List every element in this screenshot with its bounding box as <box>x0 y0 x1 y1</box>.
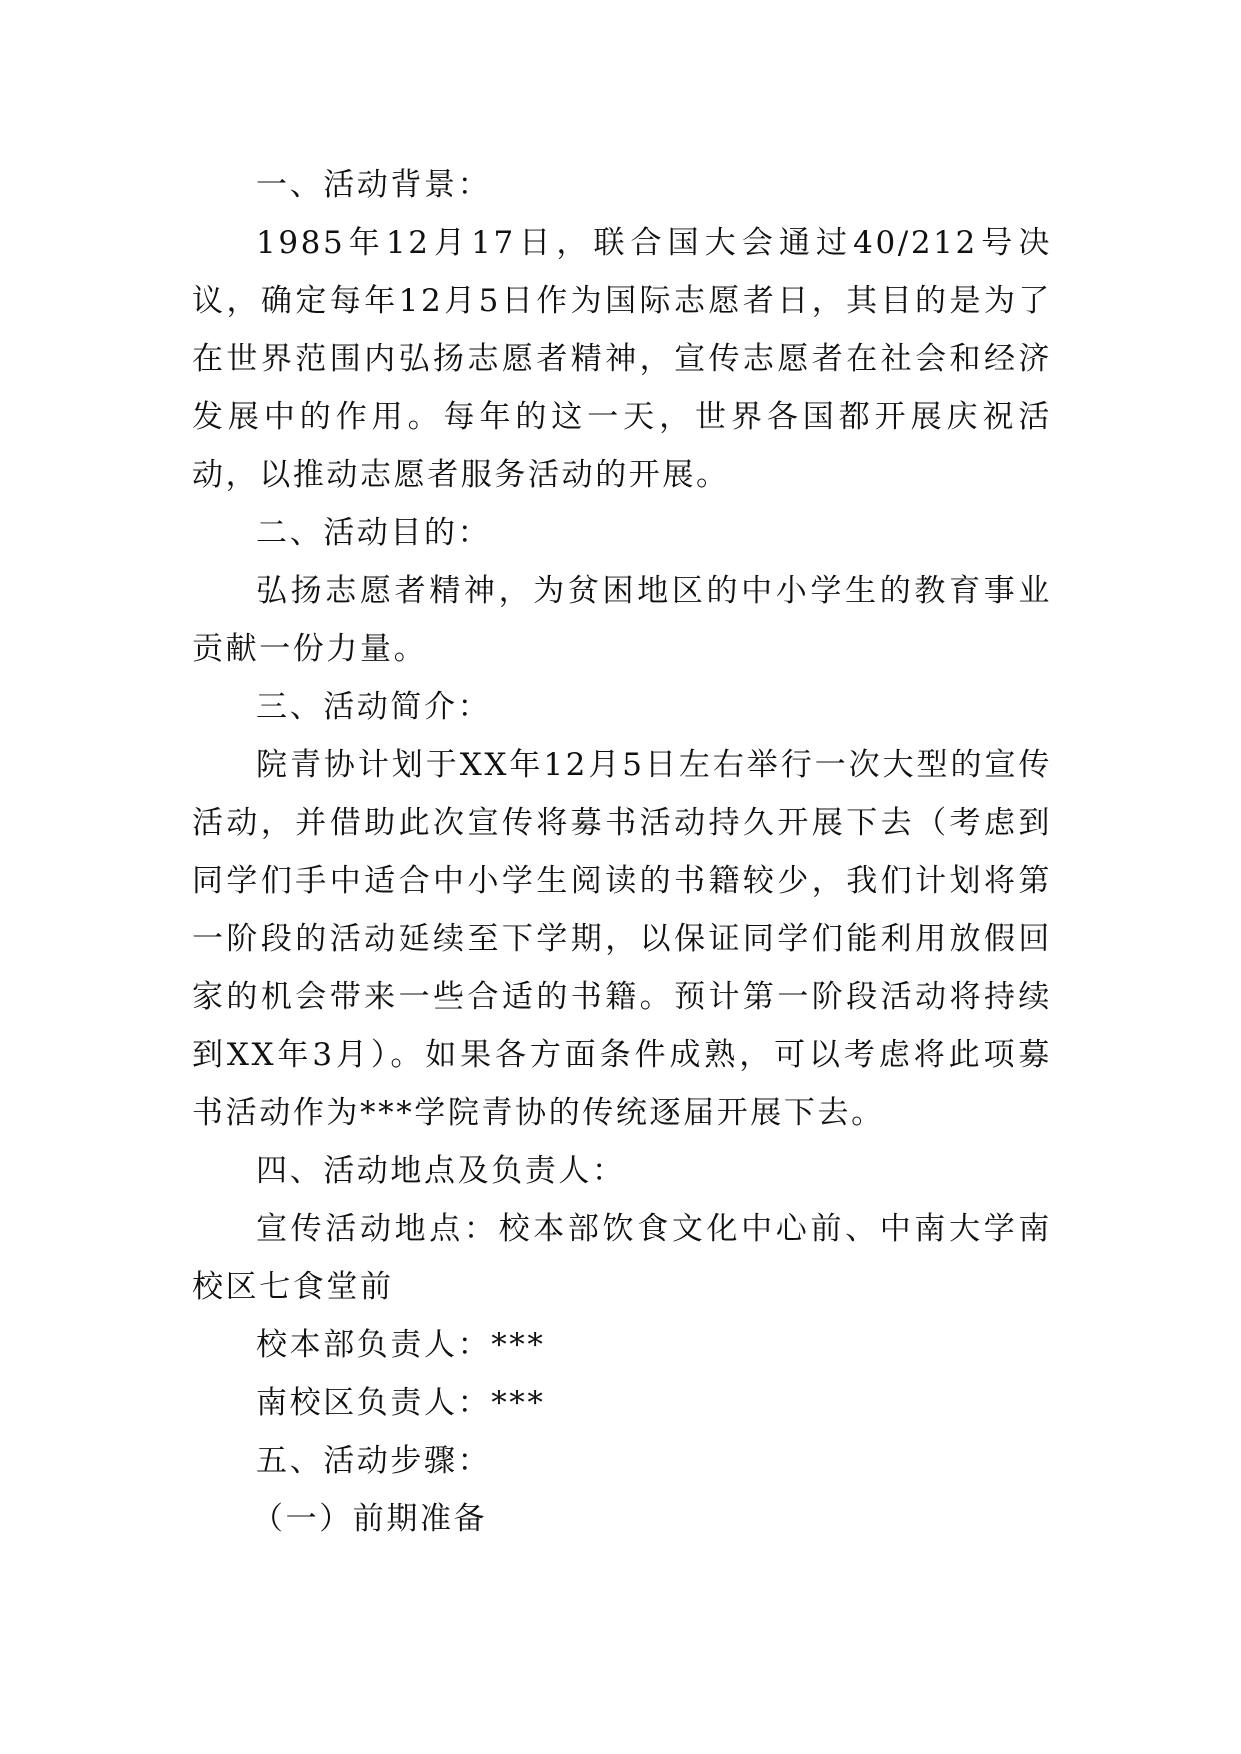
paragraph-south-campus-lead: 南校区负责人：*** <box>256 1385 546 1421</box>
subheading-preparation: （一）前期准备 <box>252 1501 488 1537</box>
section-heading-background: 一、活动背景： <box>256 167 492 203</box>
paragraph-introduction: 院青协计划于XX年12月5日左右举行一次大型的宣传活动，并借助此次宣传将募书活动持久开展下去（考虑到同学们手中适合中小学生阅读的书籍较少，我们计划将第一阶段的活动延续至下学期，以保证同学们能利用放假回家的机会带来一些合适的书籍。预计第一阶段活动将持续到XX年3月）。如果各方面条件成熟，可以考虑将此项募书活动作为***学院青协的传统逐届开展下去。 <box>192 747 1052 1131</box>
section-heading-location: 四、活动地点及负责人： <box>256 1153 626 1189</box>
paragraph-background: 1985年12月17日，联合国大会通过40/212号决议，确定每年12月5日作为国际志愿者日，其目的是为了在世界范围内弘扬志愿者精神，宣传志愿者在社会和经济发展中的作用。每年的这一天，世界各国都开展庆祝活动，以推动志愿者服务活动的开展。 <box>192 225 1052 493</box>
paragraph-purpose: 弘扬志愿者精神，为贫困地区的中小学生的教育事业贡献一份力量。 <box>192 573 1052 667</box>
section-heading-steps: 五、活动步骤： <box>256 1443 492 1479</box>
section-heading-purpose: 二、活动目的： <box>256 515 492 551</box>
section-heading-introduction: 三、活动简介： <box>256 689 492 725</box>
document-page <box>192 156 1052 1548</box>
paragraph-location: 宣传活动地点：校本部饮食文化中心前、中南大学南校区七食堂前 <box>192 1211 1052 1305</box>
paragraph-main-campus-lead: 校本部负责人：*** <box>256 1327 546 1363</box>
